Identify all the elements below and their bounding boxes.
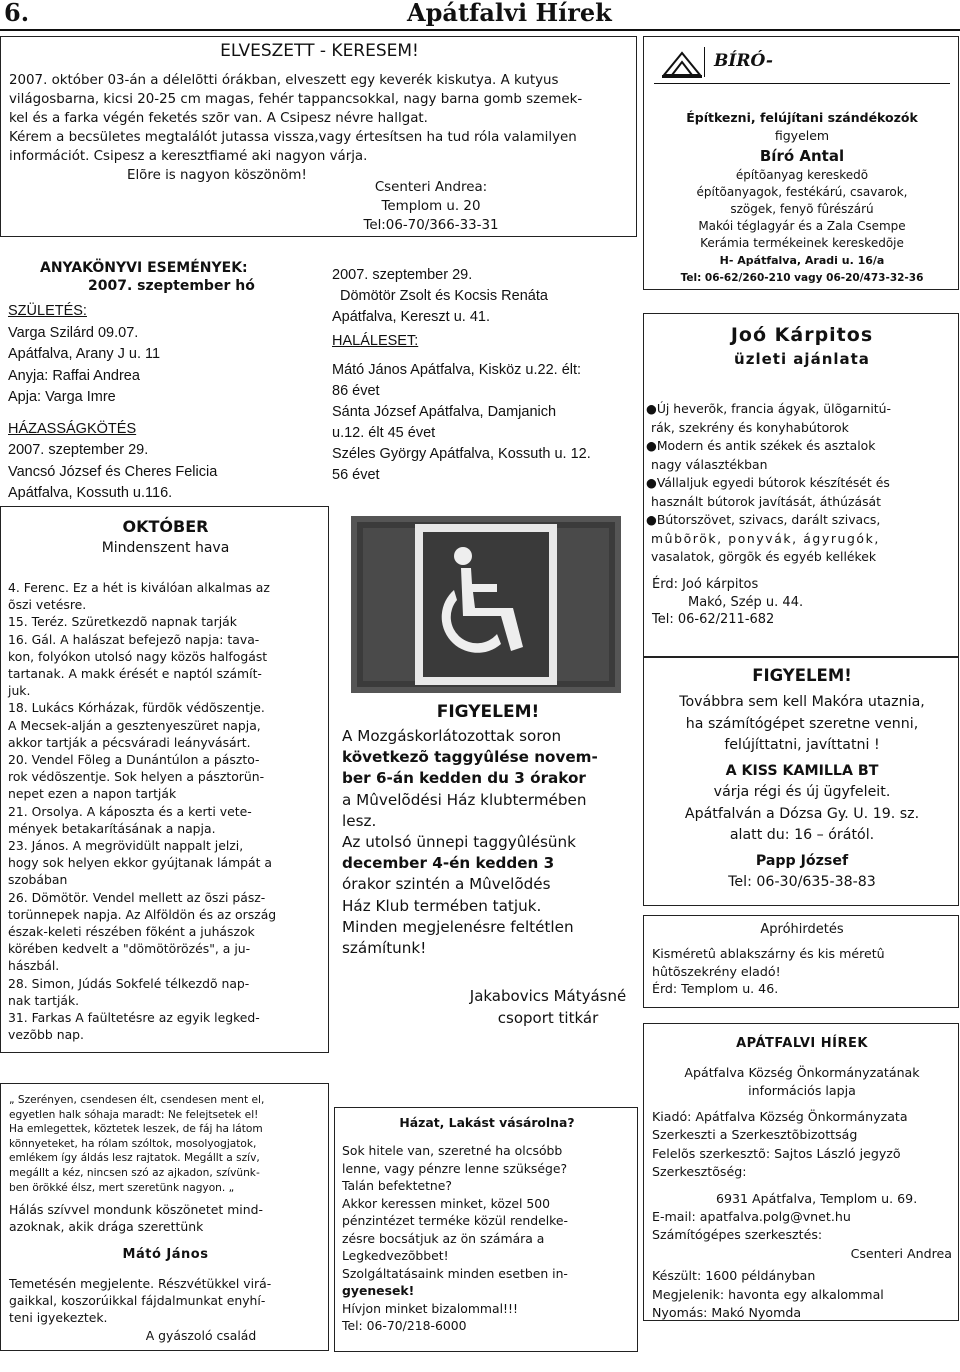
karpitos-subtitle: üzleti ajánlata (734, 350, 870, 368)
quote-line: egyetlen halk sóhaja maradt: Ne felejtsetek el! (9, 1108, 259, 1121)
imprint-line: Szerkeszti a Szerkesztõbizottság (652, 1127, 858, 1143)
registry-section (0, 240, 637, 500)
house-title: Házat, Lakást vásárolna? (399, 1115, 575, 1130)
october-line: akkor tartják a pécsváradi leányvásárt. (8, 734, 251, 750)
disabled-notice (338, 700, 638, 1070)
karpitos-title: Joó Kárpitos (730, 324, 874, 346)
bullet-icon: ● (646, 475, 657, 490)
birth-line: Anyja: Raffai Andrea (8, 367, 140, 384)
october-line: nepet ezen a napon tartják (8, 786, 177, 802)
imprint-subtitle (644, 1064, 960, 1100)
notice-line: Minden megjelenésre feltétlen (342, 917, 574, 936)
house-line: zésre bocsátjuk az ön számára a (342, 1230, 545, 1246)
october-line: körében kedvelt a "dömötörözés", a ju- (8, 941, 251, 957)
computer-line: várja régi és új ügyfeleit. (713, 784, 891, 800)
karpitos-items: ●Új heverõk, francia ágyak, ülõgarnitú- rák, szekrény és konyhabútorok ●Modern és antik székek és asztalok nagy választékban ●Vállaljuk egyedi bútorok készítését és használt bútorok javítását, áthúzását ●Bútorszövet, szivacs, darált szivacs, mûbõrök, ponyvák, ágyrugók, vasalatok, görgõk és egyéb kellékek (646, 401, 891, 564)
marriage-date: 2007. szeptember 29. (332, 267, 473, 283)
contact-line: Templom u. 20 (381, 199, 481, 214)
imprint-line: Felelõs szerkesztõ: Sajtos László jegyzõ (652, 1145, 901, 1161)
october-line: 15. Teréz. Szüretkezdõ napnak tarják (8, 614, 237, 630)
lost-line: Kérem a becsületes megtalálót jutassa vissza,vagy értesítsen ha tud róla valamilyen (9, 130, 577, 145)
marriage-line: Apátfalva, Kossuth u.116. (8, 485, 173, 501)
house-line: Tel: 06-70/218-6000 (342, 1318, 467, 1333)
classified-title: Apróhirdetés (760, 922, 844, 937)
marriage-line: 2007. szeptember 29. (8, 442, 149, 458)
karpitos-item: ●Vállaljuk egyedi bútorok készítését és (646, 475, 890, 490)
house-line: lenne, vagy pénzre lenne szüksége? (342, 1160, 568, 1176)
lost-line: 2007. október 03-án a délelõtti órákban, elveszett egy keverék kiskutya. A kutyus (9, 73, 559, 88)
registry-title: ANYAKÖNYVI ESEMÉNYEK: (40, 260, 248, 276)
wheelchair-icon (351, 516, 621, 693)
notice-line: december 4-én kedden 3 (342, 854, 555, 873)
imprint-title: APÁTFALVI HÍREK (736, 1036, 868, 1051)
quote-line: könnyeteket, ha rólam szóltok, mosolyogjatok, (9, 1137, 257, 1150)
registry-right (332, 265, 591, 486)
lost-line: világosbarna, kicsi 20-25 cm magas, fehér tappancsokkal, nagy barna gomb szemek- (9, 92, 583, 107)
disabled-notice-title: FIGYELEM! (436, 702, 540, 722)
karpitos-item: ●Bútorszövet, szivacs, darált szivacs, (646, 512, 881, 527)
memorial-quote (9, 1093, 264, 1195)
lost-line: információt. Csipesz a keresztfiamé aki nagyon várja. (9, 149, 368, 164)
birth-line: Apátfalva, Arany J u. 11 (8, 346, 161, 362)
computer-line: felújíttatni, javíttatni ! (724, 737, 880, 753)
house-line: Szolgáltatásaink minden esetben in- (342, 1265, 568, 1281)
imprint-subtitle-line: Apátfalva Község Önkormányzatának (684, 1065, 920, 1080)
biro-logo-rule (654, 83, 950, 84)
birth-line: Apja: Varga Imre (8, 389, 116, 405)
classified-text (652, 945, 885, 998)
notice-line: számítunk! (342, 939, 427, 958)
house-box (334, 1107, 638, 1352)
body-line: gaikkal, koszorúikkal fájdalmunkat enyhí- (9, 1293, 266, 1308)
marriage-address: Apátfalva, Kereszt u. 41. (332, 309, 490, 325)
computer-notice-title: FIGYELEM! (752, 666, 852, 685)
biro-line: Kerámia termékeinek kereskedõje (700, 236, 904, 250)
memorial-thanks (9, 1201, 263, 1235)
biro-line: Építkezni, felújítani szándékozók (686, 110, 918, 125)
october-line: 28. Simon, Júdás Sokfelé télkezdõ nap- (8, 975, 250, 991)
house-line: Hívjon minket bizalommal!!! (342, 1300, 518, 1316)
death-heading: HALÁLESET: (332, 333, 419, 349)
classified-line: hûtõszekrény eladó! (652, 963, 781, 979)
imprint-subtitle-line: információs lapja (748, 1083, 856, 1098)
death-line: 86 évet (332, 383, 380, 399)
house-line: Sok hitele van, szeretné ha olcsóbb (342, 1143, 563, 1158)
imprint-line: Kiadó: Apátfalva Község Önkormányzata (652, 1109, 908, 1124)
page-number: 6. (4, 0, 30, 27)
lost-line: Elõre is nagyon köszönöm! (127, 168, 307, 183)
computer-line: Papp József (755, 852, 849, 869)
imprint-text (652, 1108, 952, 1322)
contact-line: Tel:06-70/366-33-31 (363, 218, 499, 233)
disabled-notice-signer (418, 985, 678, 1029)
karpitos-contact-line: Érd: Joó kárpitos (652, 577, 759, 592)
karpitos-contact (652, 576, 803, 629)
bullet-icon: ● (646, 512, 657, 527)
lost-dog-contact (321, 178, 541, 235)
karpitos-item: ●Új heverõk, francia ágyak, ülõgarnitú- (646, 401, 891, 416)
signer-line: csoport titkár (497, 1009, 599, 1027)
october-line: észak-keleti részében fõként a juhászok (8, 924, 255, 940)
house-line: Talán befektetne? (342, 1178, 452, 1193)
marriage-heading: HÁZASSÁGKÖTÉS (8, 420, 137, 437)
computer-line: ha számítógépet szeretne venni, (685, 715, 919, 732)
october-line: 16. Gál. A halászat befejezõ napja: tava- (8, 631, 260, 647)
quote-line: emlékem így áldás lesz rajtatok. Megállt a szív, (9, 1152, 260, 1165)
notice-line: órakor szintén a Mûvelõdés (342, 875, 551, 894)
biro-line: figyelem (774, 128, 830, 143)
births-heading: SZÜLETÉS: (8, 303, 87, 319)
death-line: 56 évet (332, 467, 380, 483)
biro-line: Tel: 06-62/260-210 vagy 06-20/473-32-36 (680, 272, 924, 284)
notice-line: lesz. (342, 811, 377, 830)
october-line: vezõbb nap. (8, 1027, 84, 1043)
imprint-line: Megjelenik: havonta egy alkalommal (652, 1286, 884, 1302)
notice-line: következõ taggyûlése novem- (342, 748, 598, 767)
computer-notice-box (643, 657, 959, 906)
october-line: 23. János. A megrövidült nappalt jelzi, (8, 838, 244, 854)
marriage-line: Vancsó József és Cheres Felicia (8, 463, 218, 480)
body-line: Temetésén megjelente. Részvétükkel virá- (9, 1276, 272, 1291)
october-line: A Mecsek-alján a gesztenyeszüret napja, (8, 717, 261, 733)
imprint-line: Nyomás: Makó Nyomda (652, 1305, 802, 1321)
october-line: hászbál. (8, 958, 60, 974)
october-line: rok védõszentje. Sok helyen a pásztorün- (8, 769, 265, 785)
october-line: juk. (8, 683, 31, 699)
imprint-line: 6931 Apátfalva, Templom u. 69. (716, 1190, 918, 1206)
birth-line: Varga Szilárd 09.07. (8, 324, 139, 341)
imprint-line: Szerkesztõség: (652, 1164, 747, 1180)
october-line: 21. Orsolya. A káposzta és a kerti vete- (8, 803, 252, 819)
publication-title: Apátfalvi Hírek (407, 0, 612, 27)
october-text (8, 579, 276, 1043)
notice-line: A Mozgáskorlátozottak soron (342, 727, 562, 745)
computer-line: Tel: 06-30/635-38-83 (728, 874, 876, 890)
computer-line: alatt du: 16 – órától. (729, 827, 875, 843)
imprint-line: Számítógépes szerkesztés: (652, 1227, 823, 1243)
notice-line: Ház Klub termében tatjuk. (342, 896, 542, 915)
october-line: szobában (8, 872, 68, 888)
october-subtitle: Mindenszent hava (101, 540, 230, 556)
thanks-line: Hálás szívvel mondunk köszönetet mind- (9, 1202, 263, 1217)
october-line: torünnepek napja. Az Alföldön és az ország (8, 906, 277, 922)
imprint-line: E-mail: apatfalva.polg@vnet.hu (652, 1209, 851, 1225)
karpitos-box (643, 313, 959, 657)
registry-subtitle: 2007. szeptember hó (88, 278, 255, 294)
disabled-notice-text (342, 726, 598, 959)
biro-line: szögek, fenyõ fûrészárú (730, 202, 874, 216)
death-line: Sánta József Apátfalva, Damjanich (332, 404, 557, 420)
classified-line: Kisméretû ablakszárny és kis méretû (652, 946, 885, 961)
karpitos-contact-line: Tel: 06-62/211-682 (652, 612, 775, 627)
computer-notice-text (644, 692, 960, 894)
lost-dog-box (0, 36, 637, 237)
biro-line: Makói téglagyár és a Zala Csempe (698, 219, 906, 233)
bullet-icon: ● (646, 401, 657, 416)
death-line: Széles György Apátfalva, Kossuth u. 12. (332, 446, 591, 462)
classified-box (643, 915, 959, 1008)
biro-box (643, 36, 959, 290)
quote-line: Ha emlegettek, köztetek leszek, de fáj ha látom (9, 1123, 263, 1136)
october-line: 31. Farkas A faültetésre az egyik legked- (8, 1010, 260, 1026)
october-line: tartanak. A makk érését e naptól számít- (8, 666, 262, 682)
memorial-box (0, 1083, 329, 1351)
house-line: Legkedvezõbbet! (342, 1248, 449, 1263)
quote-line: ben örökké élsz, mert szeretünk nagyon. „ (9, 1181, 235, 1194)
karpitos-item: ●Modern és antik székek és asztalok (646, 438, 876, 453)
memorial-body (9, 1275, 271, 1326)
house-text (342, 1142, 568, 1335)
imprint-box (643, 1023, 959, 1321)
bullet-icon: ● (646, 438, 657, 453)
thanks-line: azoknak, akik drága szerettünk (9, 1219, 204, 1234)
october-line: õszi vetésre. (8, 597, 87, 613)
computer-line: Továbbra sem kell Makóra utaznia, (679, 694, 925, 710)
house-line: gyenesek! (342, 1283, 415, 1298)
notice-line: ber 6-án kedden du 3 órakor (342, 769, 586, 788)
body-line: teni igyekeztek. (9, 1310, 108, 1325)
biro-logo-text: BÍRÓ- (714, 51, 773, 71)
biro-text (644, 109, 960, 287)
memorial-signature: A gyászoló család (145, 1328, 257, 1343)
october-line: 4. Ferenc. Ez a hét is kiválóan alkalmas az (8, 580, 270, 595)
house-line: pénzintézet terméke közül rendelke- (342, 1213, 569, 1228)
computer-line: A KISS KAMILLA BT (725, 762, 879, 779)
october-line: mények betakarításának a napja. (8, 820, 216, 836)
biro-line: Bíró Antal (759, 147, 845, 165)
death-line: Mátó János Apátfalva, Kisköz u.22. élt: (332, 362, 582, 378)
lost-dog-text (9, 71, 582, 185)
october-line: kon, folyókon utolsó nagy közös halfogást (8, 648, 268, 664)
house-line: Akkor keressen minket, közel 500 (342, 1195, 551, 1211)
lost-line: kel és a farka végén feketés szõr van. A Csipesz névre hallgat. (9, 111, 428, 126)
notice-line: Az utolsó ünnepi taggyûlésünk (342, 833, 576, 852)
october-line: nak tartják. (8, 992, 80, 1008)
deceased-name: Mátó János (122, 1247, 209, 1262)
karpitos-contact-line: Makó, Szép u. 44. (688, 594, 804, 610)
october-line: 18. Lukács Kórházak, fürdõk védõszentje. (8, 700, 265, 716)
registry-left (8, 301, 217, 505)
october-box (0, 506, 329, 1053)
october-line: hogy sok helyen ekkor gyújtanak lámpát a (8, 855, 272, 871)
quote-line: megállt a kéz, nincsen szó az ajkadon, szívünk- (9, 1166, 260, 1179)
october-line: 20. Vendel Fõleg a Dunántúlon a pászto- (8, 752, 260, 768)
header-rule (0, 29, 960, 31)
marriage-couple: Dömötör Zsolt és Kocsis Renáta (340, 288, 548, 304)
classified-line: Érd: Templom u. 46. (652, 981, 779, 996)
october-line: 26. Dömötör. Vendel mellett az õszi pász- (8, 889, 266, 905)
imprint-line: Készült: 1600 példányban (652, 1268, 816, 1284)
biro-logo-divider (704, 47, 705, 77)
biro-logo-icon (662, 49, 702, 79)
biro-line: H- Apátfalva, Aradi u. 16/a (719, 254, 885, 267)
signer-line: Jakabovics Mátyásné (469, 987, 627, 1005)
lost-dog-title: ELVESZETT - KERESEM! (220, 41, 419, 61)
quote-line: „ Szerényen, csendesen élt, csendesen ment el, (9, 1094, 265, 1106)
notice-line: a Mûvelõdési Ház klubtermében (342, 790, 587, 809)
contact-line: Csenteri Andrea: (374, 180, 488, 195)
death-line: u.12. élt 45 évet (332, 425, 436, 441)
october-title: OKTÓBER (122, 517, 209, 536)
imprint-line: Csenteri Andrea (850, 1245, 952, 1261)
biro-line: építõanyagok, festékárú, csavarok, (696, 185, 908, 199)
computer-line: Apátfalván a Dózsa Gy. U. 19. sz. (684, 805, 920, 822)
biro-line: építõanyag kereskedõ (735, 168, 869, 182)
